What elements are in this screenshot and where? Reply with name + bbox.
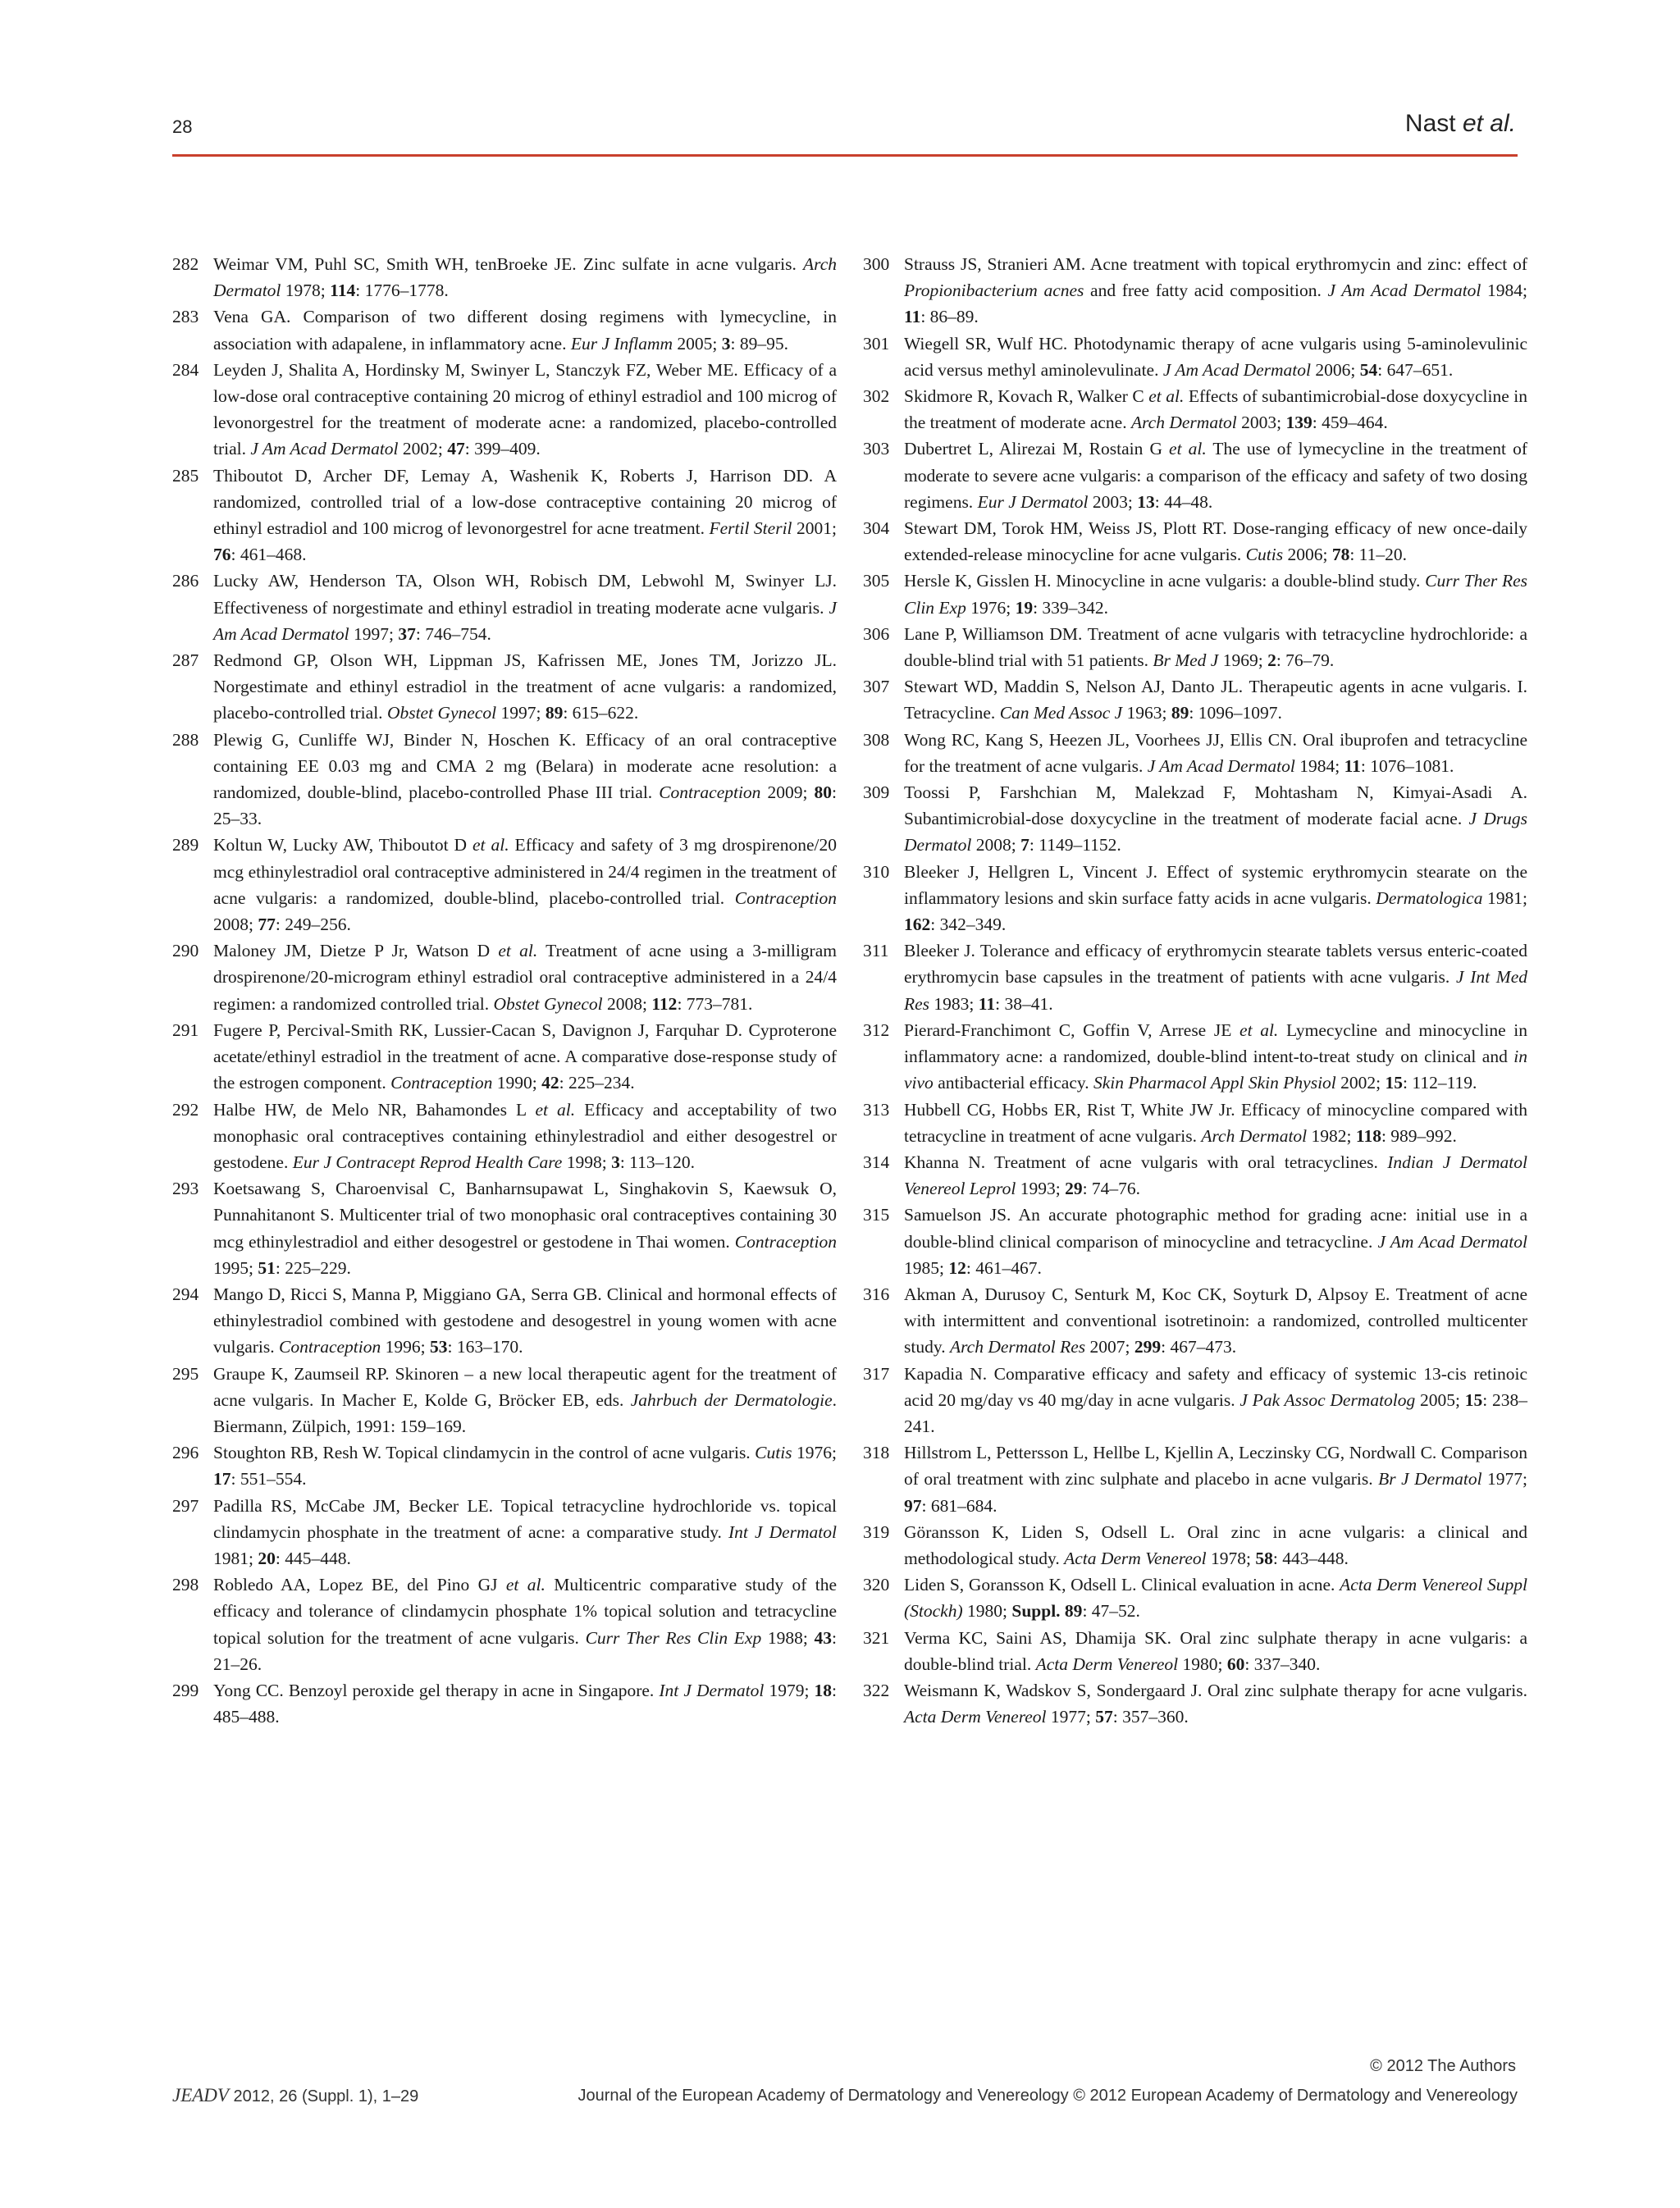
reference-text: Mango D, Ricci S, Manna P, Miggiano GA, Serra GB. Clinical and hormonal effects of ethinylestradiol combined with gestodene and desogestrel in young women with acne vulgaris. Contraception 1996; 53: 163–170. [213,1284,837,1357]
reference-item [172,1677,837,1730]
reference-text: Dubertret L, Alirezai M, Rostain G et al. The use of lymecycline in the treatment of moderate to severe acne vulgaris: a comparison of the efficacy and safety of two dosing regimens. Eur J Dermatol 2003; 13: 44–48. [904,439,1527,512]
reference-text: Verma KC, Saini AS, Dhamija SK. Oral zinc sulphate therapy in acne vulgaris: a double-blind trial. Acta Derm Venereol 1980; 60: 337–340. [904,1627,1527,1674]
reference-number: 305 [863,571,890,591]
reference-text: Stewart WD, Maddin S, Nelson AJ, Danto JL. Therapeutic agents in acne vulgaris. I. Tetracycline. Can Med Assoc J 1963; 89: 1096–1097. [904,677,1527,723]
reference-number: 318 [863,1443,890,1463]
reference-text: Halbe HW, de Melo NR, Bahamondes L et al. Efficacy and acceptability of two monophasic oral contraceptives containing ethinylestradiol and either desogestrel or gestodene. Eur J Contracept Reprod Health Care 1998; 3: 113–120. [213,1099,837,1172]
reference-text: Kapadia N. Comparative efficacy and safety and efficacy of systemic 13-cis retinoic acid 20 mg/day vs 40 mg/day in acne vulgaris. J Pak Assoc Dermatolog 2005; 15: 238–241. [904,1363,1528,1436]
reference-number: 304 [863,518,890,539]
reference-text: Weimar VM, Puhl SC, Smith WH, tenBroeke JE. Zinc sulfate in acne vulgaris. Arch Dermatol 1978; 114: 1776–1778. [213,254,837,301]
reference-number: 290 [172,941,199,961]
reference-text: Yong CC. Benzoyl peroxide gel therapy in acne in Singapore. Int J Dermatol 1979; 18: 485–488. [213,1680,837,1727]
reference-item [863,1097,1527,1149]
reference-item [863,568,1527,620]
reference-text: Toossi P, Farshchian M, Malekzad F, Mohtasham N, Kimyai-Asadi A. Subantimicrobial-dose doxycycline in the treatment of moderate facial acne. J Drugs Dermatol 2008; 7: 1149–1152. [904,782,1527,855]
reference-text: Hubbell CG, Hobbs ER, Rist T, White JW Jr. Efficacy of minocycline compared with tetracycline in treatment of acne vulgaris. Arch Dermatol 1982; 118: 989–992. [904,1099,1527,1146]
reference-item [863,1439,1527,1519]
reference-text: Vena GA. Comparison of two different dosing regimens with lymecycline, in association with adapalene, in inflammatory acne. Eur J Inflamm 2005; 3: 89–95. [213,307,837,354]
reference-number: 302 [863,386,890,407]
reference-number: 287 [172,650,199,671]
reference-text: Wong RC, Kang S, Heezen JL, Voorhees JJ, Ellis CN. Oral ibuprofen and tetracycline for the treatment of acne vulgaris. J Am Acad Dermatol 1984; 11: 1076–1081. [904,729,1527,776]
reference-item [863,1625,1527,1677]
reference-text: Wiegell SR, Wulf HC. Photodynamic therapy of acne vulgaris using 5-aminolevulinic acid versus methyl aminolevulinate. J Am Acad Dermatol 2006; 54: 647–651. [904,333,1527,380]
reference-number: 295 [172,1363,199,1384]
reference-number: 310 [863,861,890,882]
reference-number: 301 [863,333,890,354]
reference-text: Hersle K, Gisslen H. Minocycline in acne vulgaris: a double-blind study. Curr Ther Res Clin Exp 1976; 19: 339–342. [904,571,1528,618]
reference-number: 286 [172,571,199,591]
reference-item [172,832,837,937]
reference-text: Pierard-Franchimont C, Goffin V, Arrese JE et al. Lymecycline and minocycline in inflammatory acne: a randomized, double-blind intent-to-treat study on clinical and in vivo antibacterial efficacy. Skin Pharmacol Appl Skin Physiol 2002; 15: 112–119. [904,1020,1527,1093]
reference-number: 297 [172,1495,199,1516]
header-rule [172,154,1518,157]
reference-text: Lane P, Williamson DM. Treatment of acne vulgaris with tetracycline hydrochloride: a double-blind trial with 51 patients. Br Med J 1969; 2: 76–79. [904,623,1527,671]
reference-item [863,515,1527,568]
reference-item [863,331,1527,383]
reference-number: 315 [863,1205,890,1225]
reference-item [863,436,1527,515]
reference-item [172,647,837,727]
reference-text: Skidmore R, Kovach R, Walker C et al. Effects of subantimicrobial-dose doxycycline in the treatment of moderate acne. Arch Dermatol 2003; 139: 459–464. [904,386,1527,433]
reference-text: Leyden J, Shalita A, Hordinsky M, Swinyer L, Stanczyk FZ, Weber ME. Efficacy of a low-dose oral contraceptive containing 20 microg of ethinyl estradiol and 100 microg of levonorgestrel for the treatment of moderate acne: a randomized, placebo-controlled trial. J Am Acad Dermatol 2002; 47: 399–409. [213,359,837,459]
reference-number: 313 [863,1099,890,1120]
reference-number: 321 [863,1627,890,1648]
reference-item [172,727,837,833]
reference-item [172,251,837,303]
page-number: 28 [172,116,193,137]
reference-text: Bleeker J, Hellgren L, Vincent J. Effect of systemic erythromycin stearate on the inflammatory lesions and skin surface fatty acids in acne vulgaris. Dermatologica 1981; 162: 342–349. [904,861,1527,935]
reference-item [172,1281,837,1361]
reference-item [863,937,1527,1017]
reference-number: 299 [172,1680,199,1700]
reference-item [172,1017,837,1097]
reference-number: 307 [863,677,890,697]
reference-text: Stoughton RB, Resh W. Topical clindamycin in the control of acne vulgaris. Cutis 1976; 17: 551–554. [213,1443,837,1489]
reference-item [172,1175,837,1281]
reference-text: Weismann K, Wadskov S, Sondergaard J. Oral zinc sulphate therapy for acne vulgaris. Acta Derm Venereol 1977; 57: 357–360. [904,1680,1527,1727]
reference-number: 319 [863,1521,890,1542]
reference-text: Plewig G, Cunliffe WJ, Binder N, Hoschen K. Efficacy of an oral contraceptive containing EE 0.03 mg and CMA 2 mg (Belara) in moderate acne resolution: a randomized, double-blind, placebo-controlled Phase III trial. Contraception 2009; 80: 25–33. [213,729,837,829]
reference-item [172,1097,837,1176]
reference-item [172,1572,837,1677]
reference-item [172,1493,837,1572]
reference-text: Lucky AW, Henderson TA, Olson WH, Robisch DM, Lebwohl M, Swinyer LJ. Effectiveness of norgestimate and ethinyl estradiol in treating moderate acne vulgaris. J Am Acad Dermatol 1997; 37: 746–754. [213,571,837,644]
reference-item [863,859,1527,938]
reference-item [863,1017,1527,1097]
reference-number: 316 [863,1284,890,1304]
reference-text: Robledo AA, Lopez BE, del Pino GJ et al. Multicentric comparative study of the efficacy and tolerance of clindamycin phosphate 1% topical solution and tetracycline topical solution for the treatment of acne vulgaris. Curr Ther Res Clin Exp 1988; 43: 21–26. [213,1575,837,1674]
reference-item [863,621,1527,673]
footer-journal-full: Journal of the European Academy of Dermatology and Venereology © 2012 European Academy of Dermatology and Venereology [578,2087,1518,2105]
reference-item [172,357,837,463]
reference-number: 303 [863,439,890,459]
reference-text: Maloney JM, Dietze P Jr, Watson D et al. Treatment of acne using a 3-milligram drospirenone/20-microgram ethinyl estradiol oral contraceptive administered in a 24/4 regimen: a randomized controlled trial. Obstet Gynecol 2008; 112: 773–781. [213,941,837,1014]
reference-item [863,383,1527,436]
reference-item [863,673,1527,726]
reference-item [863,1149,1527,1202]
reference-text: Koetsawang S, Charoenvisal C, Banharnsupawat L, Singhakovin S, Kaewsuk O, Punnahitanont S. Multicenter trial of two monophasic oral contraceptives containing 30 mcg ethinylestradiol and either desogestrel or gestodene in Thai women. Contraception 1995; 51: 225–229. [213,1179,837,1278]
reference-number: 285 [172,465,199,486]
reference-item [172,1361,837,1440]
reference-item [863,1281,1527,1361]
reference-item [863,1572,1527,1624]
reference-text: Samuelson JS. An accurate photographic method for grading acne: initial use in a double-blind clinical comparison of minocycline and tetracycline. J Am Acad Dermatol 1985; 12: 461–467. [904,1205,1527,1278]
reference-text: Strauss JS, Stranieri AM. Acne treatment with topical erythromycin and zinc: effect of Propionibacterium acnes and free fatty acid composition. J Am Acad Dermatol 1984; 11: 86–89. [904,254,1527,327]
reference-text: Hillstrom L, Pettersson L, Hellbe L, Kjellin A, Leczinsky CG, Nordwall C. Comparison of oral treatment with zinc sulphate and placebo in acne vulgaris. Br J Dermatol 1977; 97: 681–684. [904,1443,1528,1516]
reference-item [863,1361,1527,1440]
footer-citation: 2012, 26 (Suppl. 1), 1–29 [233,2087,419,2105]
reference-number: 289 [172,835,199,855]
reference-number: 293 [172,1179,199,1199]
reference-number: 308 [863,729,890,750]
reference-item [863,1519,1527,1572]
reference-text: Khanna N. Treatment of acne vulgaris with oral tetracyclines. Indian J Dermatol Venereol Leprol 1993; 29: 74–76. [904,1152,1527,1199]
reference-number: 284 [172,359,199,380]
reference-item [863,1202,1527,1281]
reference-item [863,1677,1527,1730]
reference-text: Bleeker J. Tolerance and efficacy of erythromycin stearate tablets versus enteric-coated erythromycin base capsules in the treatment of patients with acne vulgaris. J Int Med Res 1983; 11: 38–41. [904,941,1527,1014]
reference-number: 292 [172,1099,199,1120]
reference-number: 320 [863,1575,890,1595]
running-head-author: Nast [1404,110,1456,137]
reference-number: 296 [172,1443,199,1463]
reference-number: 282 [172,254,199,274]
reference-text: Akman A, Durusoy C, Senturk M, Koc CK, Soyturk D, Alpsoy E. Treatment of acne with intermittent and conventional isotretinoin: a randomized, controlled multicenter study. Arch Dermatol Res 2007; 299: 467–473. [904,1284,1527,1357]
reference-text: Thiboutot D, Archer DF, Lemay A, Washenik K, Roberts J, Harrison DD. A randomized, controlled trial of a low-dose contraceptive containing 20 microg of ethinyl estradiol and 100 microg of levonorgestrel for acne treatment. Fertil Steril 2001; 76: 461–468. [213,465,837,565]
reference-number: 322 [863,1680,890,1700]
reference-number: 306 [863,623,890,644]
reference-item [863,251,1527,331]
reference-text: Redmond GP, Olson WH, Lippman JS, Kafrissen ME, Jones TM, Jorizzo JL. Norgestimate and ethinyl estradiol in the treatment of acne vulgaris: a randomized, placebo-controlled trial. Obstet Gynecol 1997; 89: 615–622. [213,650,837,723]
reference-number: 314 [863,1152,890,1172]
reference-number: 288 [172,729,199,750]
page-footer [172,2085,1518,2106]
reference-item [172,1439,837,1492]
reference-number: 291 [172,1020,199,1040]
reference-item [172,463,837,568]
running-head-etal: et al. [1462,110,1516,137]
reference-number: 294 [172,1284,199,1304]
footer-journal-abbrev: JEADV [172,2085,229,2105]
reference-number: 312 [863,1020,890,1040]
reference-text: Padilla RS, McCabe JM, Becker LE. Topical tetracycline hydrochloride vs. topical clindamycin phosphate in the treatment of acne: a comparative study. Int J Dermatol 1981; 20: 445–448. [213,1495,837,1568]
reference-text: Stewart DM, Torok HM, Weiss JS, Plott RT. Dose-ranging efficacy of new once-daily extended-release minocycline for acne vulgaris. Cutis 2006; 78: 11–20. [904,518,1527,565]
reference-number: 298 [172,1575,199,1595]
running-head [1405,110,1516,138]
reference-number: 311 [863,941,889,961]
reference-number: 283 [172,307,199,327]
copyright-notice: © 2012 The Authors [1370,2057,1516,2075]
reference-text: Göransson K, Liden S, Odsell L. Oral zinc in acne vulgaris: a clinical and methodological study. Acta Derm Venereol 1978; 58: 443–448. [904,1521,1527,1568]
reference-item [172,568,837,647]
reference-column-left [172,251,837,1730]
reference-number: 300 [863,254,890,274]
reference-text: Graupe K, Zaumseil RP. Skinoren – a new local therapeutic agent for the treatment of acne vulgaris. In Macher E, Kolde G, Bröcker EB, eds. Jahrbuch der Dermatologie. Biermann, Zülpich, 1991: 159–169. [213,1363,837,1436]
reference-text: Koltun W, Lucky AW, Thiboutot D et al. Efficacy and safety of 3 mg drospirenone/20 mcg ethinylestradiol oral contraceptive administered in 24/4 regimen in the treatment of acne vulgaris: a randomized, double-blind, placebo-controlled trial. Contraception 2008; 77: 249–256. [213,835,837,935]
reference-number: 309 [863,782,890,803]
reference-item [172,937,837,1017]
reference-column-right [863,251,1527,1730]
reference-item [172,303,837,356]
reference-item [863,779,1527,859]
reference-number: 317 [863,1363,890,1384]
reference-text: Liden S, Goransson K, Odsell L. Clinical evaluation in acne. Acta Derm Venereol Suppl (Stockh) 1980; Suppl. 89: 47–52. [904,1575,1527,1622]
reference-item [863,727,1527,779]
reference-text: Fugere P, Percival-Smith RK, Lussier-Cacan S, Davignon J, Farquhar D. Cyproterone acetate/ethinyl estradiol in the treatment of acne. A comparative dose-response study of the estrogen component. Contraception 1990; 42: 225–234. [213,1020,837,1093]
